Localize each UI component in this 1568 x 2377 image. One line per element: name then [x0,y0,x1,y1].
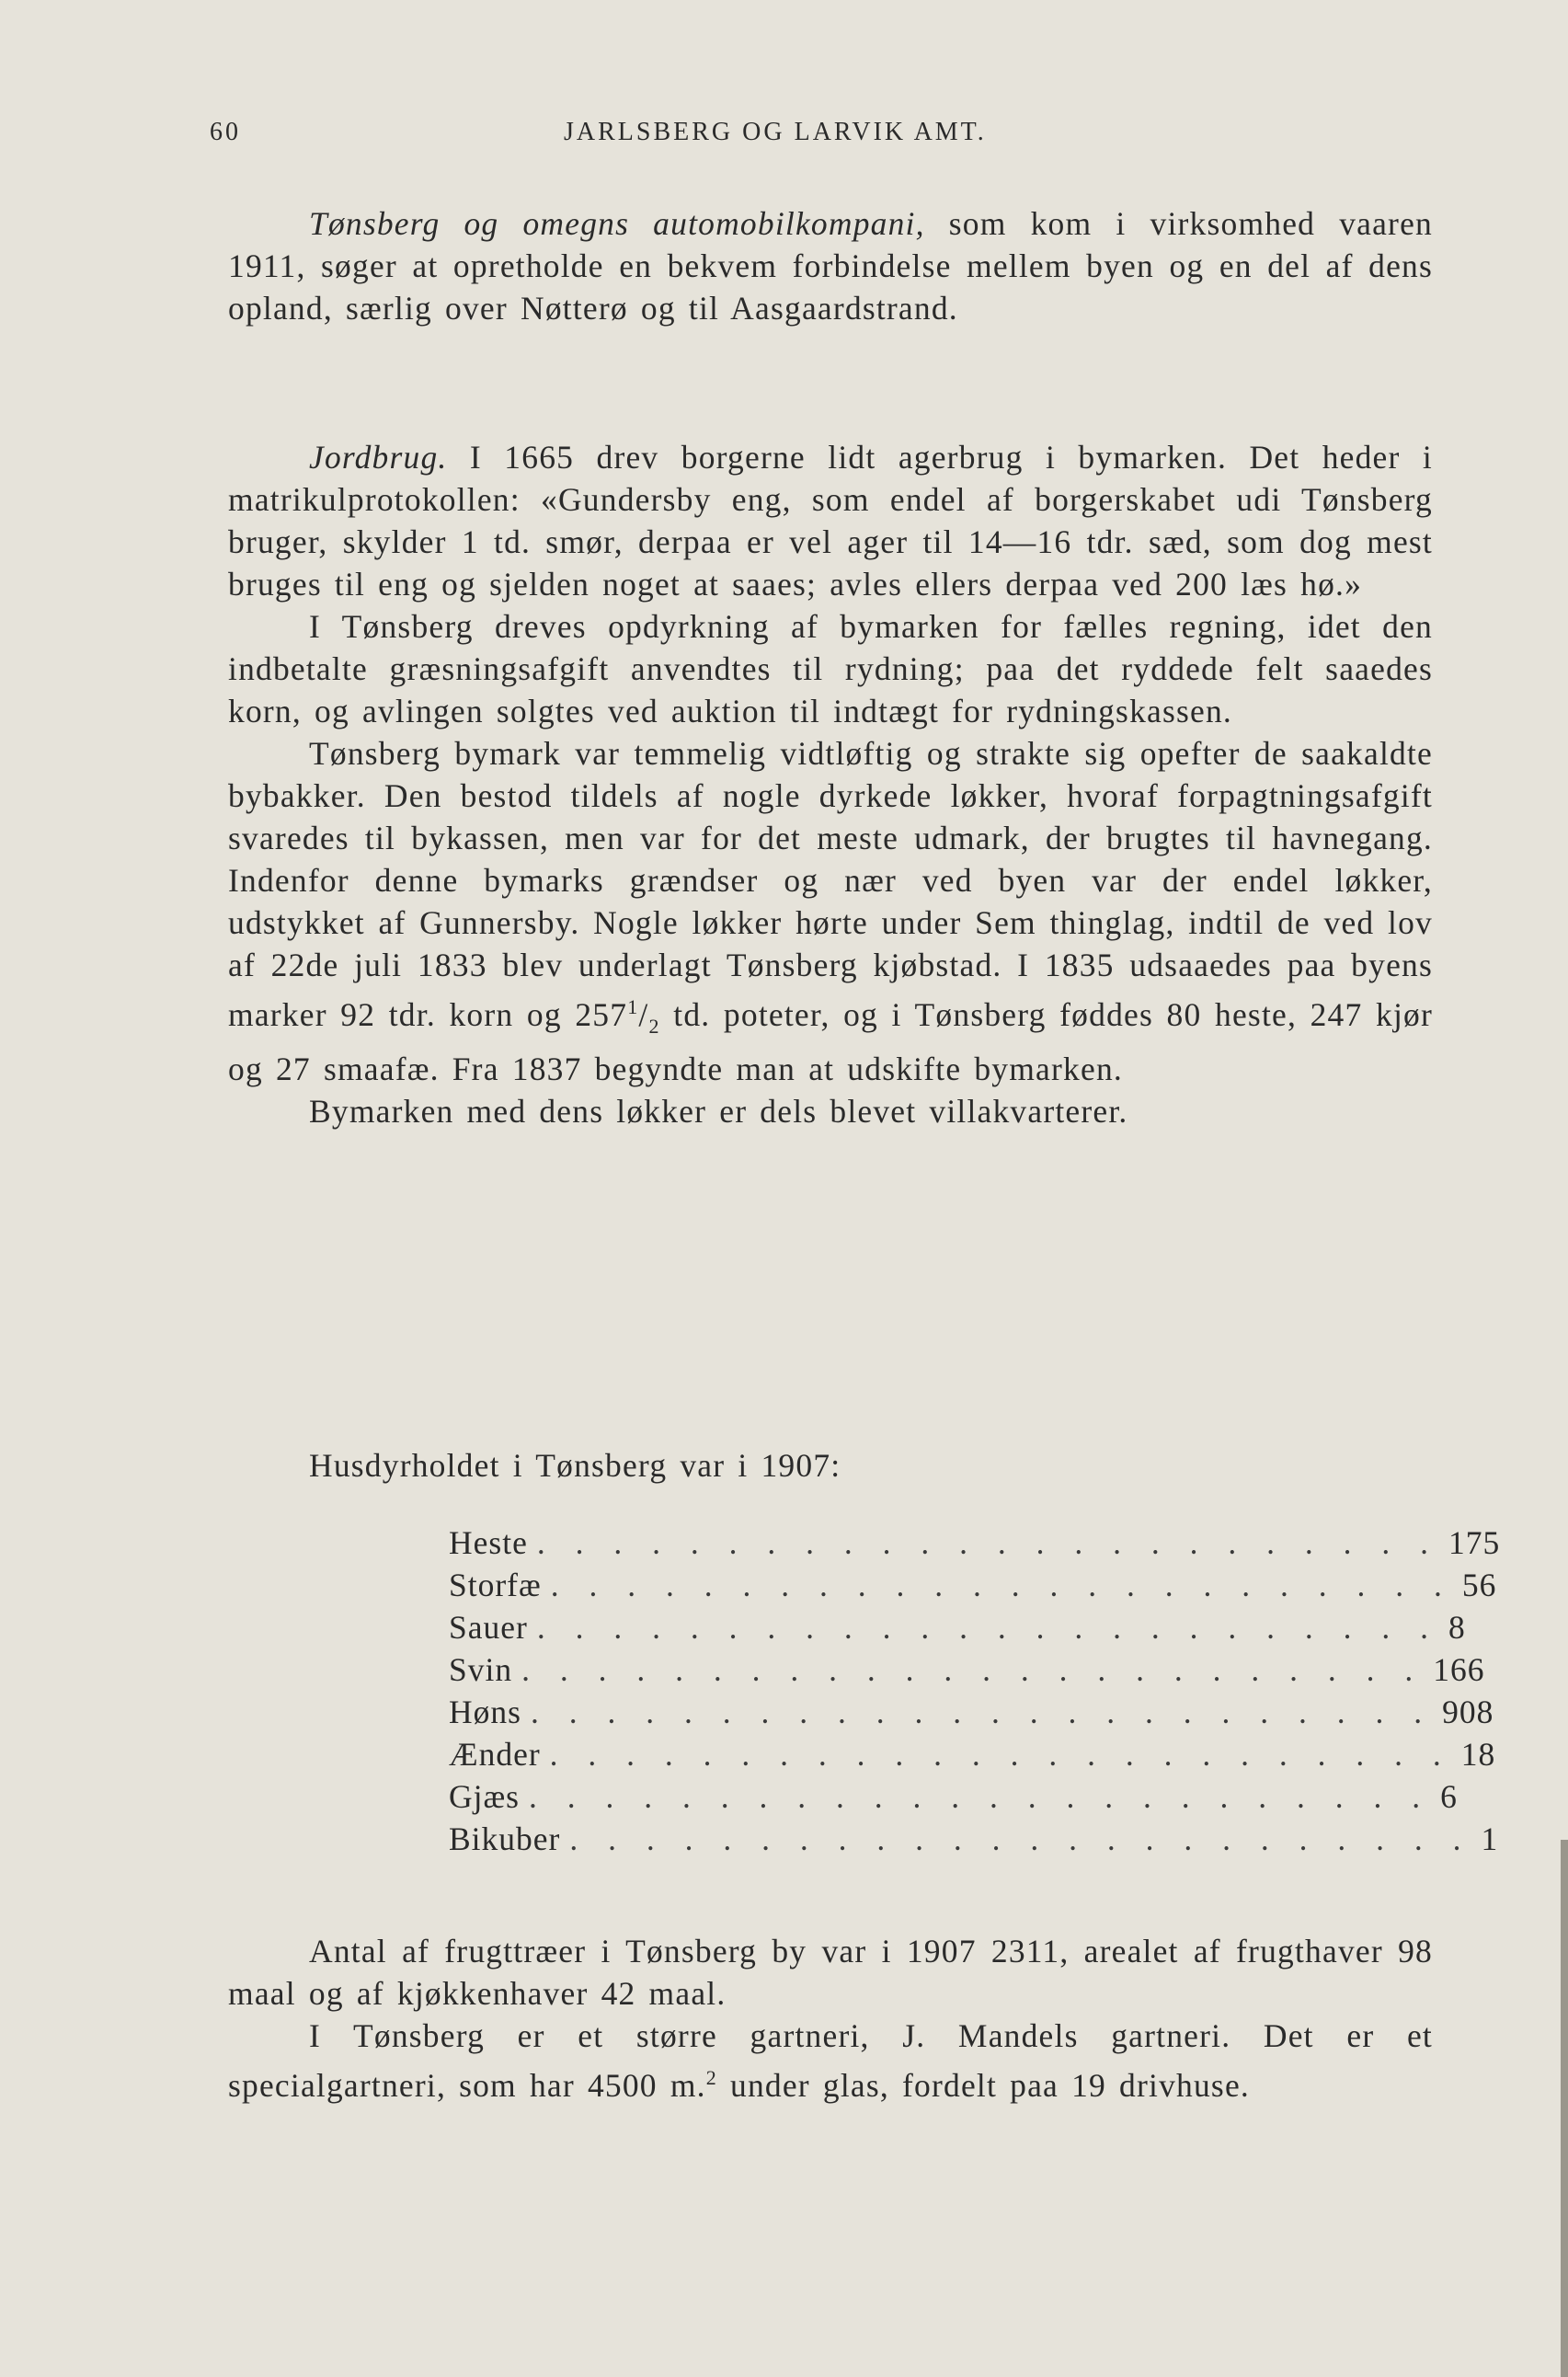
table-row [449,1777,1458,1820]
animal-name: Ænder [449,1736,541,1773]
leader-dots: . . . . . . . . . . . . . . . . . . . . . . . . [569,1820,1472,1857]
paragraph-villakvarterer: Bymarken med dens løkker er dels blevet villakvarterer. [309,1092,1128,1130]
livestock-table [449,1523,1501,1862]
paragraph-bymark: Tønsberg bymark var temmelig vidtløftig og strakte sig opefter de saakaldte bybakker. Den bestod tildels af nogle dyrkede løkker, hvoraf forpagtningsafgift svaredes til bykassen, men var for det meste udmark, der brugtes til havnegang. Indenfor denne bymarks grændser og nær ved byen var der endel løkker, udstykket af Gunnersby. Nogle løkker hørte under Sem thinglag, indtil de ved lov af 22de juli 1833 blev underlagt Tønsberg kjøbstad. I 1835 udsaaedes paa byens marker 92 tdr. korn og $257^1/_2$ td. poteter, og i Tønsberg føddes 80 heste, 247 kjør og 27 smaafæ. Fra 1837 begyndte man at udskifte bymarken. [228,735,1433,1087]
paragraph-automobilkompani [228,202,1433,329]
table-row [449,1650,1485,1693]
table-row [449,1820,1499,1862]
section-heading-jordbrug: Jordbrug. [309,439,448,476]
animal-count: 6 [1440,1778,1458,1815]
animal-name: Bikuber [449,1820,561,1857]
company-name: Tønsberg og omegns automobilkompani, [309,205,925,242]
leader-dots: . . . . . . . . . . . . . . . . . . . . . . . . [550,1567,1453,1603]
animal-count: 175 [1448,1524,1501,1561]
animal-name: Sauer [449,1609,528,1646]
leader-dots: . . . . . . . . . . . . . . . . . . . . . . . . [529,1778,1432,1815]
leader-dots: . . . . . . . . . . . . . . . . . . . . . . . . [536,1609,1439,1646]
animal-name: Heste [449,1524,528,1561]
table-row [449,1735,1496,1777]
animal-count: 1 [1481,1820,1499,1857]
leader-dots: . . . . . . . . . . . . . . . . . . . . . . . . [530,1694,1434,1730]
animal-count: 166 [1433,1651,1485,1688]
running-head: JARLSBERG OG LARVIK AMT. [564,118,987,146]
table-row [449,1523,1501,1566]
animal-name: Storfæ [449,1567,542,1603]
table-row [449,1608,1466,1650]
paragraph-opdyrkning: I Tønsberg dreves opdyrkning af bymarken for fælles regning, idet den indbetalte græsningsafgift anvendtes til rydning; paa det ryddede felt saaedes korn, og avlingen solgtes ved auktion til indtægt for rydningskassen. [228,608,1433,729]
paragraph-frugttraer: Antal af frugttræer i Tønsberg by var i 1907 2311, arealet af frugthaver 98 maal og af kjøkkenhaver 42 maal. [228,1933,1433,2012]
section-gartneri [228,1930,1433,2107]
leader-dots: . . . . . . . . . . . . . . . . . . . . . . . . [521,1651,1425,1688]
paragraph-text: I 1665 drev borgerne lidt agerbrug i bymarken. Det heder i matrikulprotokollen: «Gundersby eng, som endel af borgerskabet udi Tønsberg bruger, skylder 1 td. smør, derpaa er vel ager til 14—16 tdr. sæd, som dog mest bruges til eng og sjelden noget at saaes; avles ellers derpaa ved 200 læs hø.» [228,439,1433,603]
animal-count: 56 [1461,1567,1497,1603]
page-edge [1561,1840,1568,2377]
section-jordbrug [228,436,1433,1132]
animal-name: Gjæs [449,1778,520,1815]
animal-count: 908 [1442,1694,1494,1730]
animal-count: 8 [1448,1609,1466,1646]
animal-name: Svin [449,1651,513,1688]
paragraph-text: som kom i virksomhed vaaren 1911, søger at opretholde en bekvem forbindelse mellem byen og en del af dens opland, særlig over Nøtterø og til Aasgaardstrand. [228,205,1433,327]
table-row [449,1566,1497,1608]
table-row [449,1693,1494,1735]
paragraph-gartneri: I Tønsberg er et større gartneri, J. Mandels gartneri. Det er et specialgartneri, som har 4500 m.$^2$ under glas, fordelt paa 19 drivhuse. [228,2017,1433,2104]
leader-dots: . . . . . . . . . . . . . . . . . . . . . . . . [549,1736,1452,1773]
animal-count: 18 [1460,1736,1496,1773]
animal-name: Høns [449,1694,521,1730]
livestock-intro: Husdyrholdet i Tønsberg var i 1907: [309,1447,841,1484]
page-number: 60 [210,118,241,146]
leader-dots: . . . . . . . . . . . . . . . . . . . . . . . . [536,1524,1439,1561]
